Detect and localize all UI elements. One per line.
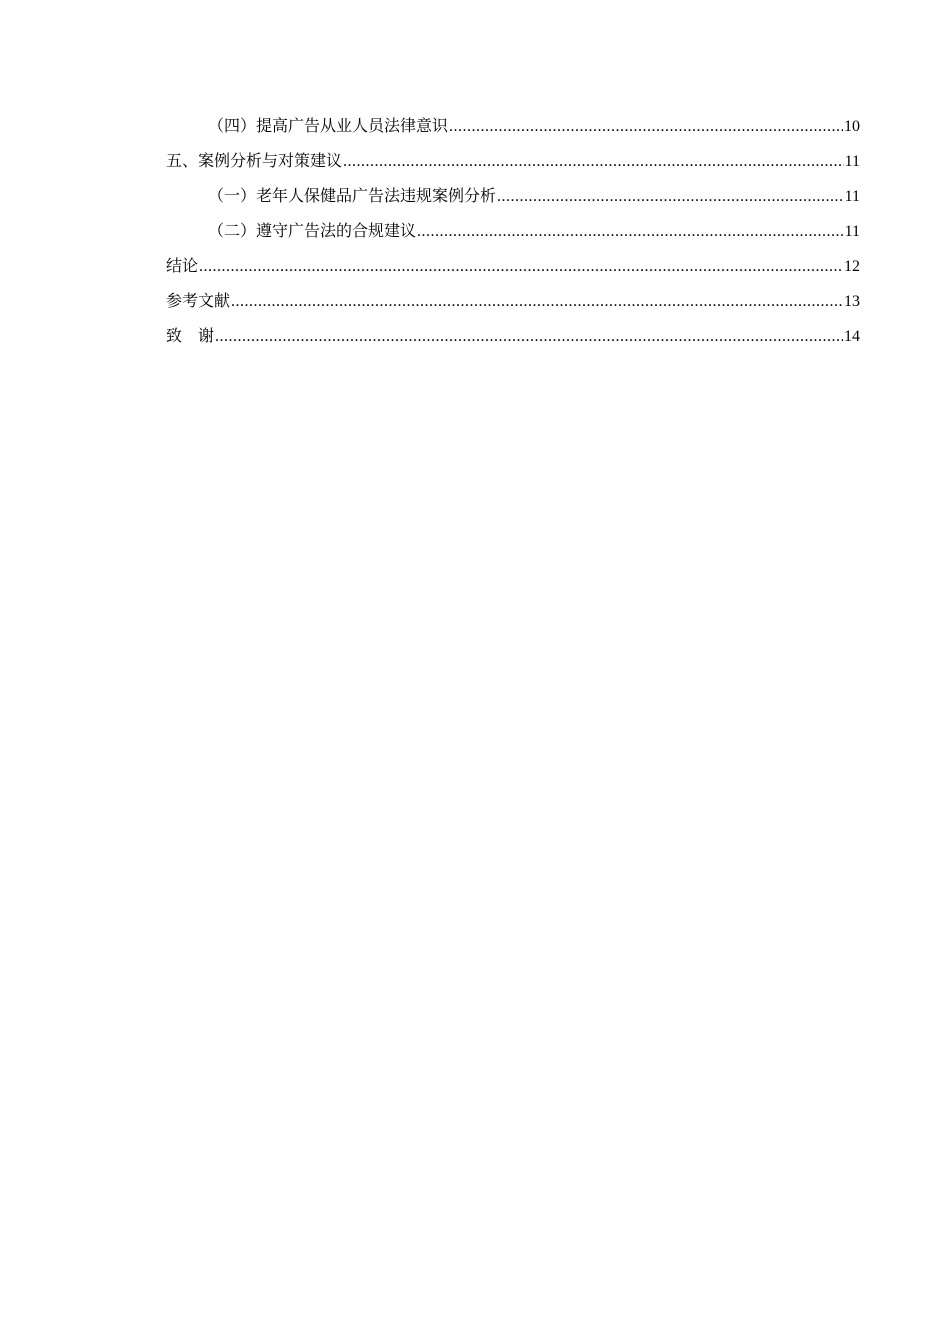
toc-entry[interactable] [166,181,860,216]
toc-entry[interactable] [166,111,860,146]
toc-entry-page: 11 [844,153,860,170]
toc-entry[interactable] [166,216,860,251]
toc-entry[interactable] [166,286,860,321]
toc-entry-page: 14 [844,328,860,345]
toc-dot-leader [449,112,843,142]
toc-dot-leader [343,147,844,177]
toc-entry[interactable] [166,321,860,356]
toc-entry-title: 参考文献 [166,291,231,310]
toc-dot-leader [417,217,844,247]
toc-entry-title: 致 谢 [166,326,215,345]
toc-entry-title: 五、案例分析与对策建议 [166,151,343,170]
toc-dot-leader [215,322,843,352]
toc-entry-page: 11 [844,188,860,205]
toc-entry-title: （四）提高广告从业人员法律意识 [208,116,449,135]
toc-entry-title: （二）遵守广告法的合规建议 [208,221,417,240]
toc-dot-leader [199,252,843,282]
toc-entry[interactable] [166,251,860,286]
toc-dot-leader [231,287,843,317]
toc-entry-page: 12 [844,258,860,275]
toc-entry-page: 10 [844,118,860,135]
table-of-contents [166,111,860,356]
toc-entry-title: 结论 [166,256,199,275]
toc-entry[interactable] [166,146,860,181]
toc-entry-page: 11 [844,223,860,240]
toc-entry-title: （一）老年人保健品广告法违规案例分析 [208,186,497,205]
toc-dot-leader [497,182,844,212]
toc-entry-page: 13 [844,293,860,310]
